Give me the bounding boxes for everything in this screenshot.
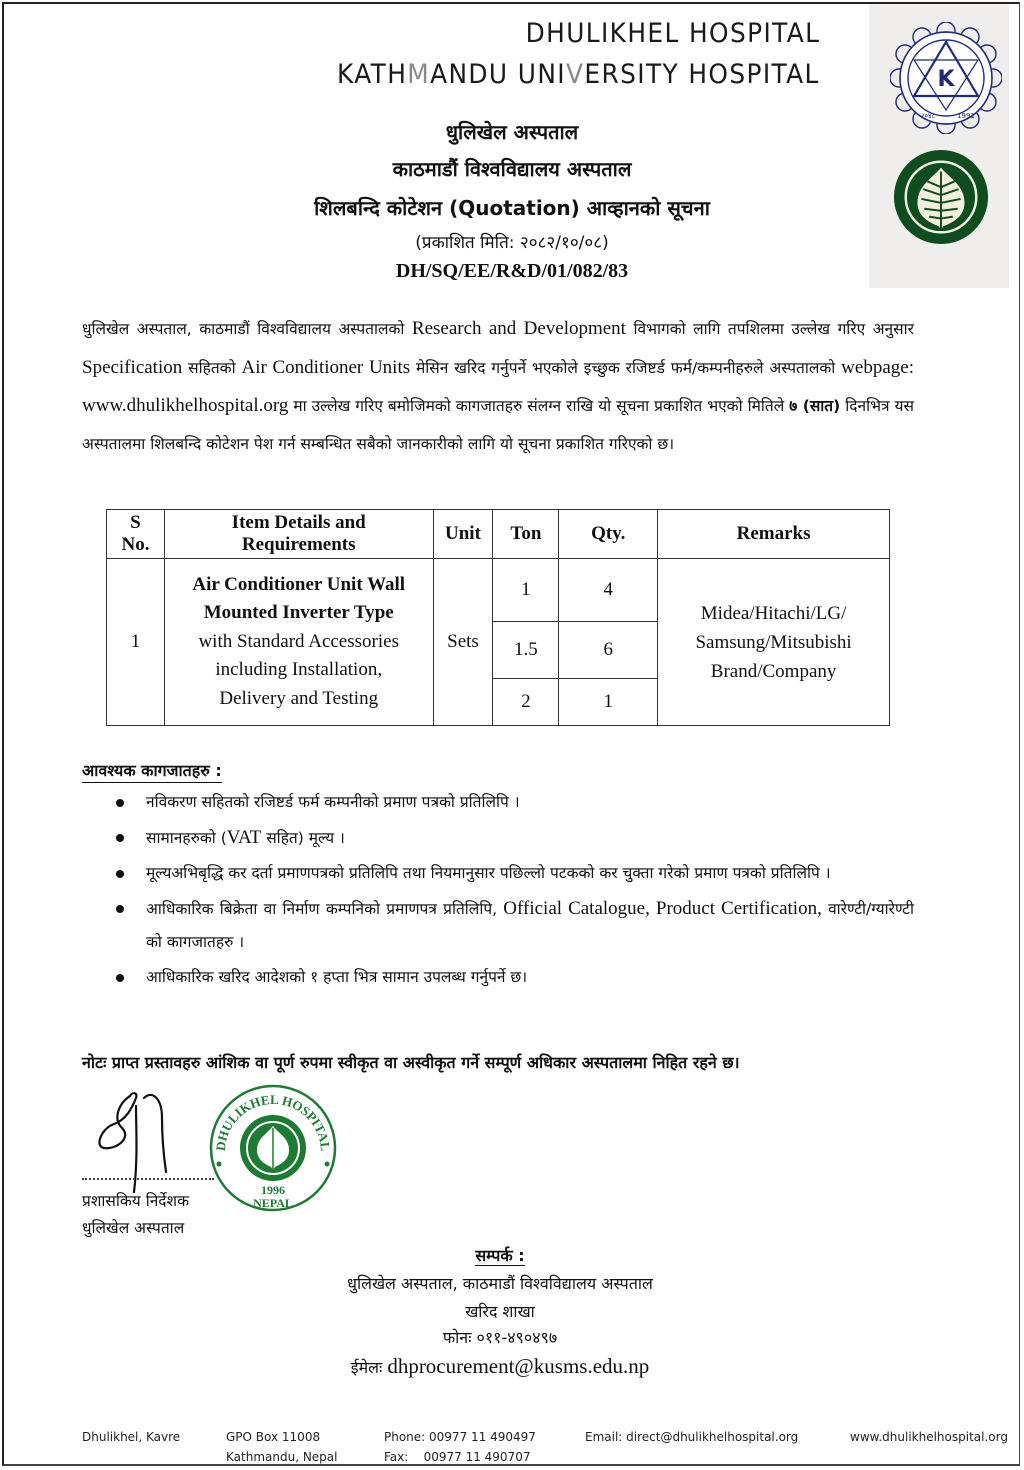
footer-website[interactable]: www.dhulikhelhospital.org xyxy=(850,1430,1008,1444)
nepali-text: आधिकारिक बिक्रेता वा निर्माण कम्पनिको प्रमाणपत्र प्रतिलिपि, xyxy=(146,900,504,918)
university-hospital-name-english xyxy=(337,61,820,88)
nepali-text: मूल्यअभिबृद्धि कर दर्ता प्रमाणपत्रको प्रतिलिपि तथा नियमानुसार पछिल्लो पटकको कर चुक्ता गरेको प्रमाण पत्रको प्रतिलिपि । xyxy=(146,864,831,882)
contact-organization: धुलिखेल अस्पताल, काठमाडौं विश्वविद्यालय अस्पताल xyxy=(347,1274,653,1293)
bullet-icon xyxy=(116,974,124,982)
required-docs-title: आवश्यक कागजातहरु : xyxy=(82,760,222,783)
ku-seal-year-right: 1991 xyxy=(957,112,975,120)
bullet-icon xyxy=(116,834,124,842)
english-text: Specification xyxy=(82,356,183,378)
name-part: KATH xyxy=(337,59,408,90)
contact-phone: फोनः ०११-४९०४९७ xyxy=(442,1328,558,1347)
required-doc-item xyxy=(82,961,914,994)
footer-address: GPO Box 11008 Kathmandu, Nepal xyxy=(226,1430,338,1464)
col-header-ton: Ton xyxy=(493,510,559,559)
footer-location: Dhulikhel, Kavre xyxy=(82,1430,181,1444)
cell-ton: 1 xyxy=(493,559,559,622)
emphasis-text: ७ (सात) xyxy=(789,397,841,415)
footer-email[interactable]: Email: direct@dhulikhelhospital.org xyxy=(585,1430,799,1444)
hospital-name-nepali: धुलिखेल अस्पताल xyxy=(445,120,579,144)
items-table xyxy=(106,509,890,726)
english-text: VAT xyxy=(226,827,262,848)
english-text: Research and Development xyxy=(411,318,626,339)
contact-department: खरिद शाखा xyxy=(465,1302,535,1321)
table-header-row xyxy=(107,510,890,559)
published-date: (प्रकाशित मिति: २०८२/१०/०८) xyxy=(415,233,609,253)
reference-number: DH/SQ/EE/R&D/01/082/83 xyxy=(395,260,629,282)
nepali-text: दिनभित्र यस अस्पतालमा शिलबन्दि कोटेशन पेश गर्न सम्बन्धित सबैको जानकारीको लागि यो सूचना प्रकाशित गरिएको छ। xyxy=(82,397,914,453)
col-header-unit: Unit xyxy=(433,510,493,559)
hospital-name-english: DHULIKHEL HOSPITAL xyxy=(525,18,820,49)
notice-title: शिलबन्दि कोटेशन (Quotation) आव्हानको सूचना xyxy=(314,196,710,220)
english-text: Official Catalogue, Product Certification, xyxy=(503,898,822,919)
stamp-top-text: DHULIKHEL HOSPITAL xyxy=(212,1091,334,1152)
cell-qty: 1 xyxy=(559,679,658,726)
required-doc-item xyxy=(82,892,914,959)
nepali-text: विभागको लागि तपशिलमा उल्लेख गरिए अनुसार xyxy=(625,320,914,338)
nepali-text: सहितको xyxy=(182,358,242,377)
note-text: नोटः प्राप्त प्रस्तावहरु आंशिक वा पूर्ण रुपमा स्वीकृत वा अस्वीकृत गर्ने सम्पूर्ण अधिकार अस्पतालमा निहित रहने छ। xyxy=(82,1053,740,1072)
english-text: webpage: www.dhulikhelhospital.org xyxy=(82,356,914,416)
name-part: ANDU UNI xyxy=(430,59,567,90)
nepali-text: नविकरण सहितको रजिष्टर्ड फर्म कम्पनीको प्रमाण पत्रको प्रतिलिपि । xyxy=(146,793,520,811)
contact-title: सम्पर्क : xyxy=(475,1246,525,1265)
nepali-text: वारेण्टी/ग्यारेण्टी को कागजातहरु । xyxy=(146,900,914,951)
nepali-text: आधिकारिक खरिद आदेशको १ हप्ता भित्र सामान उपलब्ध गर्नुपर्ने छ। xyxy=(146,968,528,986)
english-text: Air Conditioner Units xyxy=(241,356,411,378)
contact-email-link[interactable]: dhprocurement@kusms.edu.np xyxy=(387,1354,650,1378)
required-doc-item xyxy=(82,857,914,890)
col-header-remarks: Remarks xyxy=(658,510,890,559)
cell-sno: 1 xyxy=(107,559,165,726)
nepali-text: सामानहरुको ( xyxy=(146,829,227,847)
name-part-accent: M xyxy=(407,59,431,90)
col-header-sno: S No. xyxy=(107,510,165,559)
required-doc-item xyxy=(82,821,914,855)
cell-qty: 6 xyxy=(559,622,658,679)
required-doc-item xyxy=(82,786,914,819)
signer-organization: धुलिखेल अस्पताल xyxy=(82,1219,185,1237)
nepali-text: मेसिन खरिद गर्नुपर्ने भएकोले इच्छुक रजिष्टर्ड फर्म/कम्पनीहरुले अस्पतालको xyxy=(410,358,842,377)
nepali-text: धुलिखेल अस्पताल, काठमाडौं विश्वविद्यालय अस्पतालको xyxy=(82,320,412,338)
ku-seal-letter: K xyxy=(937,67,955,92)
cell-ton: 2 xyxy=(493,679,559,726)
required-docs-list xyxy=(82,786,914,996)
cell-ton: 1.5 xyxy=(493,622,559,679)
name-part: ERSITY HOSPITAL xyxy=(584,59,820,90)
stamp-bottom-text: NEPAL xyxy=(253,1196,293,1210)
col-header-qty: Qty. xyxy=(559,510,658,559)
hospital-stamp-icon xyxy=(205,1082,341,1212)
signature-line xyxy=(82,1178,214,1180)
nepali-text: सहित) मूल्य । xyxy=(261,829,345,847)
bullet-icon xyxy=(116,870,124,878)
intro-paragraph xyxy=(82,310,914,463)
name-part-accent: V xyxy=(566,59,585,90)
ku-seal-year-left: २०४८ xyxy=(920,112,936,120)
bullet-icon xyxy=(116,905,124,913)
footer-phone-fax: Phone: 00977 11 490497 Fax: 00977 11 490707 xyxy=(384,1430,536,1464)
nepali-text: मा उल्लेख गरिए बमोजिमको कागजातहरु संलग्न राखि यो सूचना प्रकाशित भएको मितिले xyxy=(288,397,790,415)
university-hospital-name-nepali: काठमाडौं विश्वविद्यालय अस्पताल xyxy=(392,157,632,181)
cell-qty: 4 xyxy=(559,559,658,622)
cell-remarks: Midea/Hitachi/LG/ Samsung/Mitsubishi Brand/Company xyxy=(658,559,890,726)
cell-unit: Sets xyxy=(433,559,493,726)
cell-item-details: Air Conditioner Unit Wall Mounted Inverter Type with Standard Accessories including Installation, Delivery and Testing xyxy=(164,559,433,726)
signer-title: प्रशासकिय निर्देशक xyxy=(82,1192,189,1210)
stamp-year: 1996 xyxy=(261,1183,285,1197)
table-row xyxy=(107,559,890,622)
contact-email: ईमेलः dhprocurement@kusms.edu.np xyxy=(350,1354,650,1378)
col-header-item: Item Details and Requirements xyxy=(164,510,433,559)
bullet-icon xyxy=(116,799,124,807)
